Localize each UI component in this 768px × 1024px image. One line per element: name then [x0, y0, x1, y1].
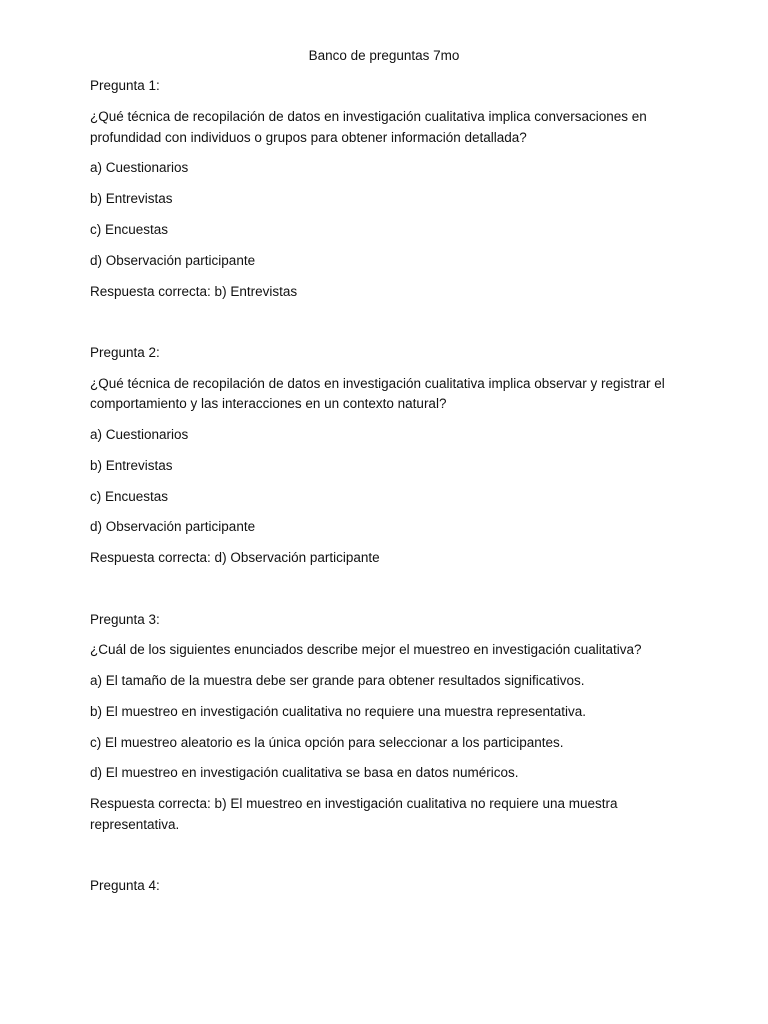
question-1-text-line-2: profundidad con individuos o grupos para obtener información detallada? [90, 130, 527, 145]
question-2-option-a: a) Cuestionarios [90, 427, 189, 442]
question-2-answer: Respuesta correcta: d) Observación participante [90, 550, 380, 565]
question-3-option-c: c) El muestreo aleatorio es la única opción para seleccionar a los participantes. [90, 735, 564, 750]
question-1-option-b: b) Entrevistas [90, 191, 173, 206]
question-3-option-a: a) El tamaño de la muestra debe ser grande para obtener resultados significativos. [90, 673, 585, 688]
question-1-text-line-1: ¿Qué técnica de recopilación de datos en investigación cualitativa implica conversaciones en [90, 109, 647, 124]
question-3-text-line-1: ¿Cuál de los siguientes enunciados describe mejor el muestreo en investigación cualitativa? [90, 642, 642, 657]
question-3-answer-line-1: Respuesta correcta: b) El muestreo en investigación cualitativa no requiere una muestra [90, 796, 618, 811]
question-2-text-line-2: comportamiento y las interacciones en un contexto natural? [90, 396, 447, 411]
question-2-option-b: b) Entrevistas [90, 458, 173, 473]
question-1-option-a: a) Cuestionarios [90, 160, 189, 175]
document-title: Banco de preguntas 7mo [308, 48, 460, 63]
question-1-answer: Respuesta correcta: b) Entrevistas [90, 284, 298, 299]
question-1-option-c: c) Encuestas [90, 222, 169, 237]
question-3-option-b: b) El muestreo en investigación cualitativa no requiere una muestra representativa. [90, 704, 587, 719]
question-1-heading: Pregunta 1: [90, 78, 160, 93]
question-3-answer-line-2: representativa. [90, 817, 180, 832]
question-3-heading: Pregunta 3: [90, 612, 160, 627]
question-2-text-line-1: ¿Qué técnica de recopilación de datos en investigación cualitativa implica observar y registrar el [90, 376, 665, 391]
question-2-option-d: d) Observación participante [90, 519, 256, 534]
question-2-option-c: c) Encuestas [90, 489, 169, 504]
question-4-heading: Pregunta 4: [90, 878, 160, 893]
question-2-heading: Pregunta 2: [90, 345, 160, 360]
question-1-option-d: d) Observación participante [90, 253, 256, 268]
question-3-option-d: d) El muestreo en investigación cualitativa se basa en datos numéricos. [90, 765, 519, 780]
